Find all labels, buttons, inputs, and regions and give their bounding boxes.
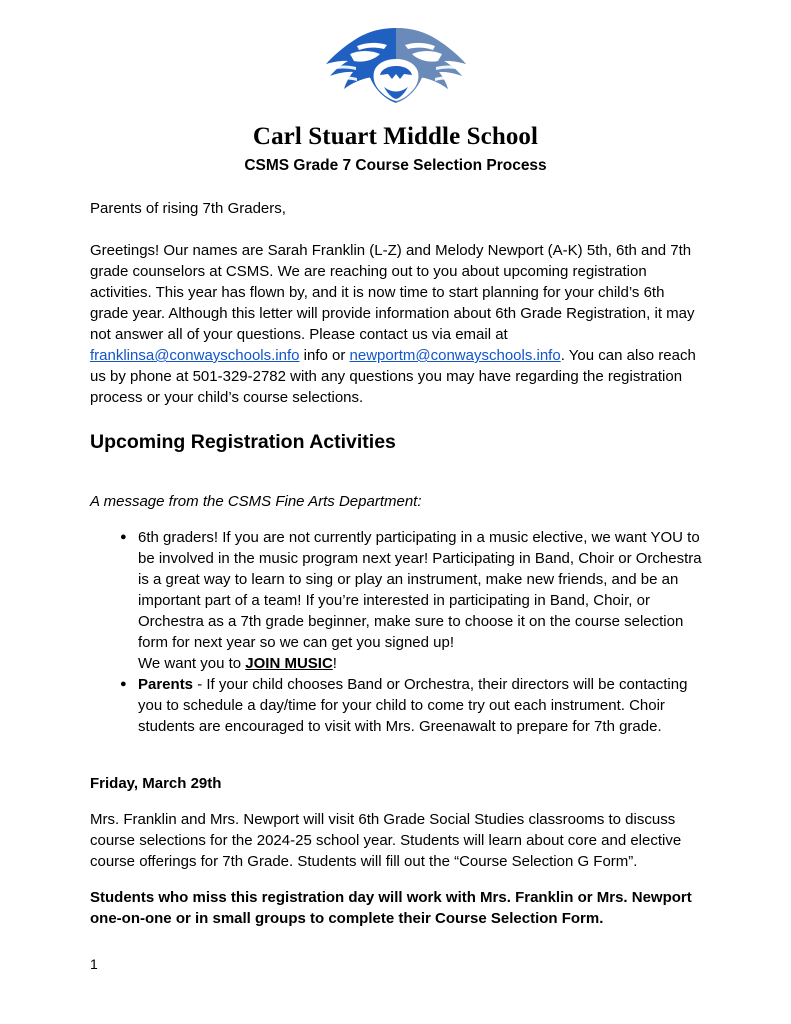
list-item xyxy=(138,527,705,674)
bullet-2-label: Parents xyxy=(138,676,194,693)
salutation: Parents of rising 7th Graders, xyxy=(90,200,286,217)
page-number: 1 xyxy=(90,956,98,972)
letter-body xyxy=(90,198,705,944)
join-music-emphasis: JOIN MUSIC xyxy=(245,655,333,672)
bullet-1-text: 6th graders! If you are not currently participating in a music elective, we want YOU to be involved in the music program next year! Participating in Band, Choir or Orchestra is a great way to learn to sing or play an instrument, make new friends, and be an important part of a team! If you’re interested in participating in Band, Choir, or Orchestra as a 7th grade beginner, make sure to choose it on the course selection form for next year so we can get you signed up! xyxy=(138,529,702,651)
date-heading: Friday, March 29th xyxy=(90,775,222,792)
list-item xyxy=(138,674,705,737)
intro-text-middle: info or xyxy=(299,347,350,364)
fine-arts-lead: A message from the CSMS Fine Arts Department: xyxy=(90,493,422,510)
date-body: Mrs. Franklin and Mrs. Newport will visit 6th Grade Social Studies classrooms to discuss course selections for the 2024-25 school year. Students will learn about core and elective course offerings for 7th Grade. Students will fill out the “Course Selection G Form”. xyxy=(90,811,682,870)
school-logo xyxy=(0,24,791,115)
section-heading-registration-activities: Upcoming Registration Activities xyxy=(90,431,396,453)
closing-statement: Students who miss this registration day will work with Mrs. Franklin or Mrs. Newport one-on-one or in small groups to complete their Course Selection Form. xyxy=(90,889,692,927)
bullet-1-suffix: ! xyxy=(332,655,337,672)
bullet-2-text: - If your child chooses Band or Orchestra, their directors will be contacting you to schedule a day/time for your child to come try out each instrument. Choir students are encouraged to visit with Mrs. Greenawalt to prepare for 7th grade. xyxy=(138,676,688,735)
fine-arts-bullet-list xyxy=(90,527,705,737)
intro-text-part-1: Greetings! Our names are Sarah Franklin (L-Z) and Melody Newport (A-K) 5th, 6th and 7th grade counselors at CSMS. We are reaching out to you about upcoming registration activities. This year has flown by, and it is now time to start planning for your child’s 6th grade year. Although this letter will provide information about 6th Grade Registration, it may not answer all of your questions. Please contact us via email at xyxy=(90,242,695,343)
page-subtitle: CSMS Grade 7 Course Selection Process xyxy=(244,157,547,174)
bullet-1-prefix: We want you to xyxy=(138,655,246,672)
email-link-franklin[interactable]: franklinsa@conwayschools.info xyxy=(90,347,300,364)
intro-paragraph xyxy=(90,240,705,408)
intro-text-part-2: . You can also reach us by phone at 501-329-2782 with any questions you may have regarding the registration process or your child’s course selections. xyxy=(90,347,696,406)
email-link-newport[interactable]: newportm@conwayschools.info xyxy=(349,347,561,364)
page-title: Carl Stuart Middle School xyxy=(252,123,539,150)
